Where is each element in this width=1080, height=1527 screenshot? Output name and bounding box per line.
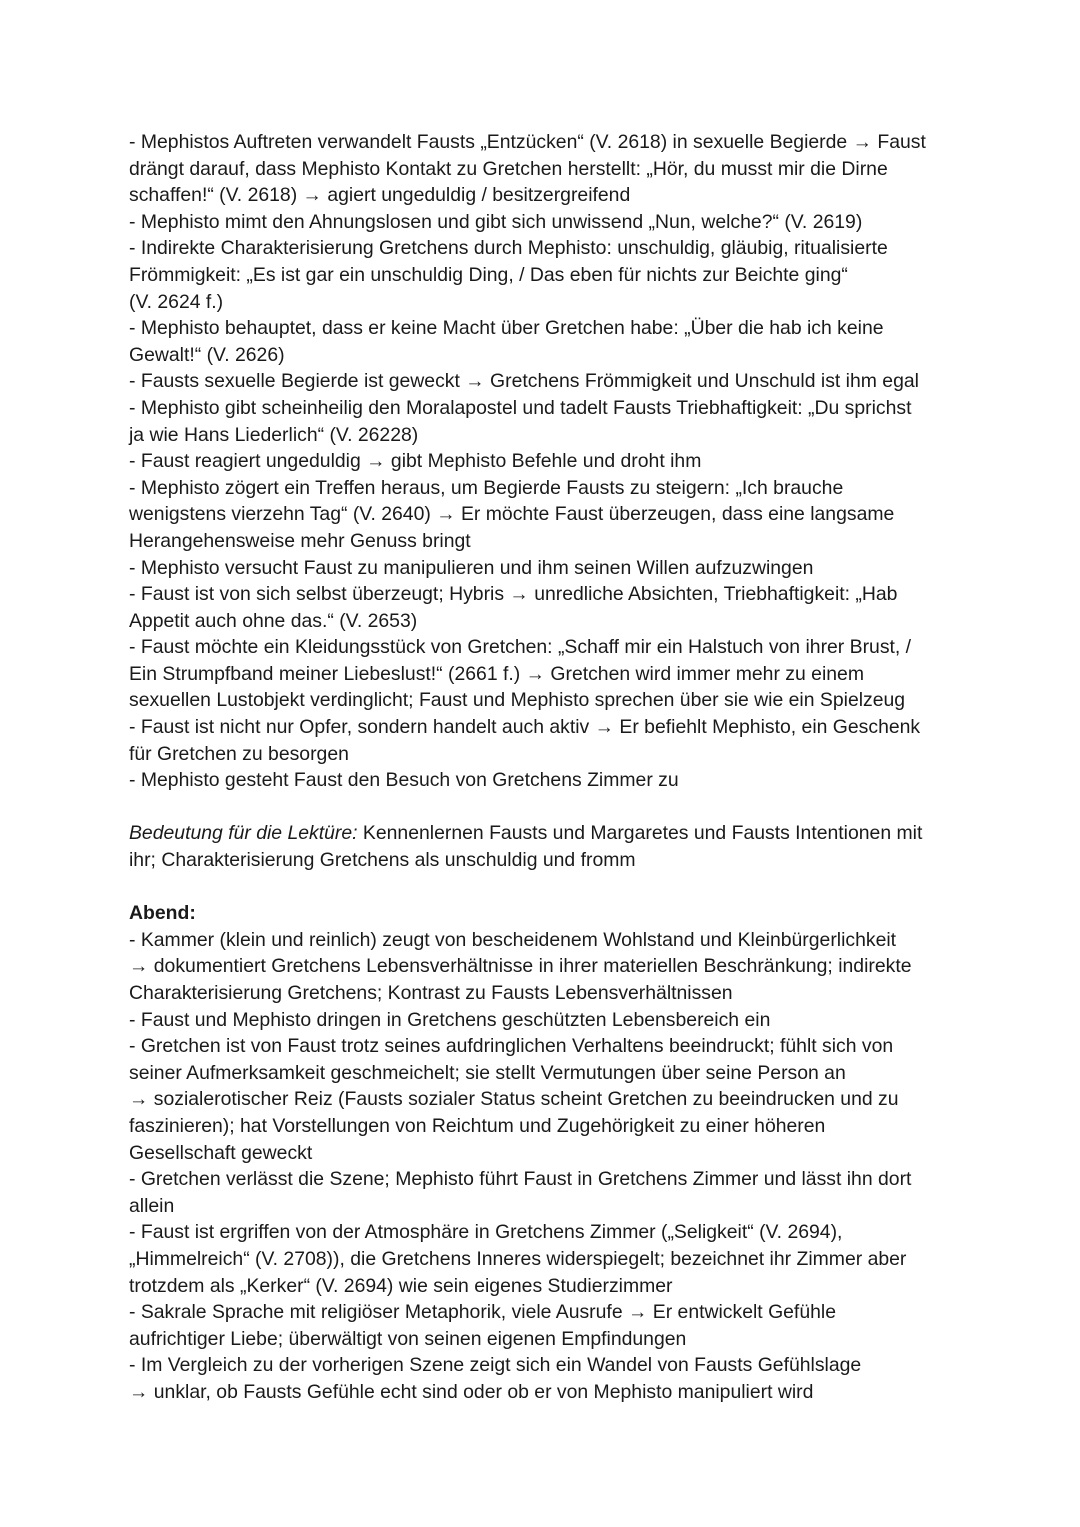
text-line: - Mephisto zögert ein Treffen heraus, um Begierde Fausts zu steigern: „Ich brauche	[129, 476, 844, 499]
text-line: Ein Strumpfband meiner Liebeslust!“ (2661 f.) → Gretchen wird immer mehr zu einem	[129, 662, 864, 685]
text-line: - Fausts sexuelle Begierde ist geweckt → Gretchens Frömmigkeit und Unschuld ist ihm egal	[129, 370, 919, 393]
text-line: - Faust und Mephisto dringen in Gretchens geschützten Lebensbereich ein	[129, 1008, 771, 1031]
text-line: - Faust möchte ein Kleidungsstück von Gretchen: „Schaff mir ein Halstuch von ihrer Brust, /	[129, 636, 912, 659]
text-line: - Mephisto versucht Faust zu manipulieren und ihm seinen Willen aufzuzwingen	[129, 556, 814, 579]
significance-text: Kennenlernen Fausts und Margaretes und Fausts Intentionen mit	[357, 822, 923, 845]
blank-line	[129, 874, 959, 901]
text-line: → dokumentiert Gretchens Lebensverhältnisse in ihrer materiellen Beschränkung; indirekte	[129, 955, 912, 978]
text-line: Frömmigkeit: „Es ist gar ein unschuldig Ding, / Das eben für nichts zur Beichte ging“	[129, 263, 848, 286]
text-line: - Gretchen verlässt die Szene; Mephisto führt Faust in Gretchens Zimmer und lässt ihn dort	[129, 1168, 912, 1191]
text-line: - Sakrale Sprache mit religiöser Metaphorik, viele Ausrufe → Er entwickelt Gefühle	[129, 1301, 836, 1324]
text-line: für Gretchen zu besorgen	[129, 742, 349, 765]
text-line: Appetit auch ohne das.“ (V. 2653)	[129, 609, 418, 632]
text-line: - Gretchen ist von Faust trotz seines aufdringlichen Verhaltens beeindruckt; fühlt sich von	[129, 1035, 894, 1058]
text-line: faszinieren); hat Vorstellungen von Reichtum und Zugehörigkeit zu einer höheren	[129, 1114, 826, 1137]
text-line: Charakterisierung Gretchens; Kontrast zu Fausts Lebensverhältnissen	[129, 982, 733, 1004]
text-line: - Faust ist ergriffen von der Atmosphäre in Gretchens Zimmer („Seligkeit“ (V. 2694),	[129, 1221, 843, 1244]
text-line: - Mephisto gibt scheinheilig den Moralapostel und tadelt Fausts Triebhaftigkeit: „Du sprichst	[129, 396, 912, 419]
text-line: - Im Vergleich zu der vorherigen Szene zeigt sich ein Wandel von Fausts Gefühlslage	[129, 1354, 862, 1377]
significance-label: Bedeutung für die Lektüre:	[129, 822, 358, 845]
text-line: Gewalt!“ (V. 2626)	[129, 343, 285, 366]
text-line: - Kammer (klein und reinlich) zeugt von bescheidenem Wohlstand und Kleinbürgerlichkeit	[129, 928, 897, 951]
text-line: Gesellschaft geweckt	[129, 1141, 313, 1164]
text-line: - Mephistos Auftreten verwandelt Fausts „Entzücken“ (V. 2618) in sexuelle Begierde → Faust	[129, 131, 926, 153]
abend-notes-section	[129, 927, 959, 1406]
text-line: schaffen!“ (V. 2618) → agiert ungeduldig / besitzergreifend	[129, 184, 631, 207]
text-line: - Faust reagiert ungeduldig → gibt Mephisto Befehle und droht ihm	[129, 450, 702, 473]
text-line: - Indirekte Charakterisierung Gretchens durch Mephisto: unschuldig, gläubig, ritualisierte	[129, 237, 888, 260]
significance-paragraph	[129, 820, 959, 847]
text-line: - Faust ist von sich selbst überzeugt; Hybris → unredliche Absichten, Triebhaftigkeit: „Hab	[129, 583, 898, 606]
text-line: drängt darauf, dass Mephisto Kontakt zu Gretchen herstellt: „Hör, du musst mir die Dirne	[129, 157, 888, 180]
text-line: - Mephisto gesteht Faust den Besuch von Gretchens Zimmer zu	[129, 769, 679, 792]
text-line: sexuellen Lustobjekt verdinglicht; Faust und Mephisto sprechen über sie wie ein Spielzeug	[129, 689, 906, 712]
text-line: - Mephisto mimt den Ahnungslosen und gibt sich unwissend „Nun, welche?“ (V. 2619)	[129, 210, 863, 233]
text-line: „Himmelreich“ (V. 2708)), die Gretchens Inneres widerspiegelt; bezeichnet ihr Zimmer aber	[129, 1247, 907, 1270]
text-line: ja wie Hans Liederlich“ (V. 26228)	[129, 423, 419, 446]
text-line: → unklar, ob Fausts Gefühle echt sind oder ob er von Mephisto manipuliert wird	[129, 1380, 814, 1403]
text-line: seiner Aufmerksamkeit geschmeichelt; sie stellt Vermutungen über seine Person an	[129, 1061, 846, 1084]
text-line: Herangehensweise mehr Genuss bringt	[129, 529, 471, 552]
text-line: aufrichtiger Liebe; überwältigt von seinen eigenen Empfindungen	[129, 1327, 687, 1350]
text-line: (V. 2624 f.)	[129, 290, 224, 313]
text-line: → sozialerotischer Reiz (Fausts sozialer Status scheint Gretchen zu beeindrucken und zu	[129, 1088, 899, 1111]
scene-notes-section	[129, 129, 959, 794]
document-page	[129, 129, 959, 1406]
text-line: - Mephisto behauptet, dass er keine Macht über Gretchen habe: „Über die hab ich keine	[129, 317, 884, 340]
text-line: - Faust ist nicht nur Opfer, sondern handelt auch aktiv → Er befiehlt Mephisto, ein Geschenk	[129, 716, 921, 739]
text-line: wenigstens vierzehn Tag“ (V. 2640) → Er möchte Faust überzeugen, dass eine langsame	[129, 503, 895, 526]
significance-text-line: ihr; Charakterisierung Gretchens als unschuldig und fromm	[129, 849, 636, 872]
text-line: trotzdem als „Kerker“ (V. 2694) wie sein eigenes Studierzimmer	[129, 1274, 673, 1297]
text-line: allein	[129, 1194, 175, 1217]
section-heading-abend: Abend:	[129, 902, 196, 925]
blank-line	[129, 794, 959, 821]
